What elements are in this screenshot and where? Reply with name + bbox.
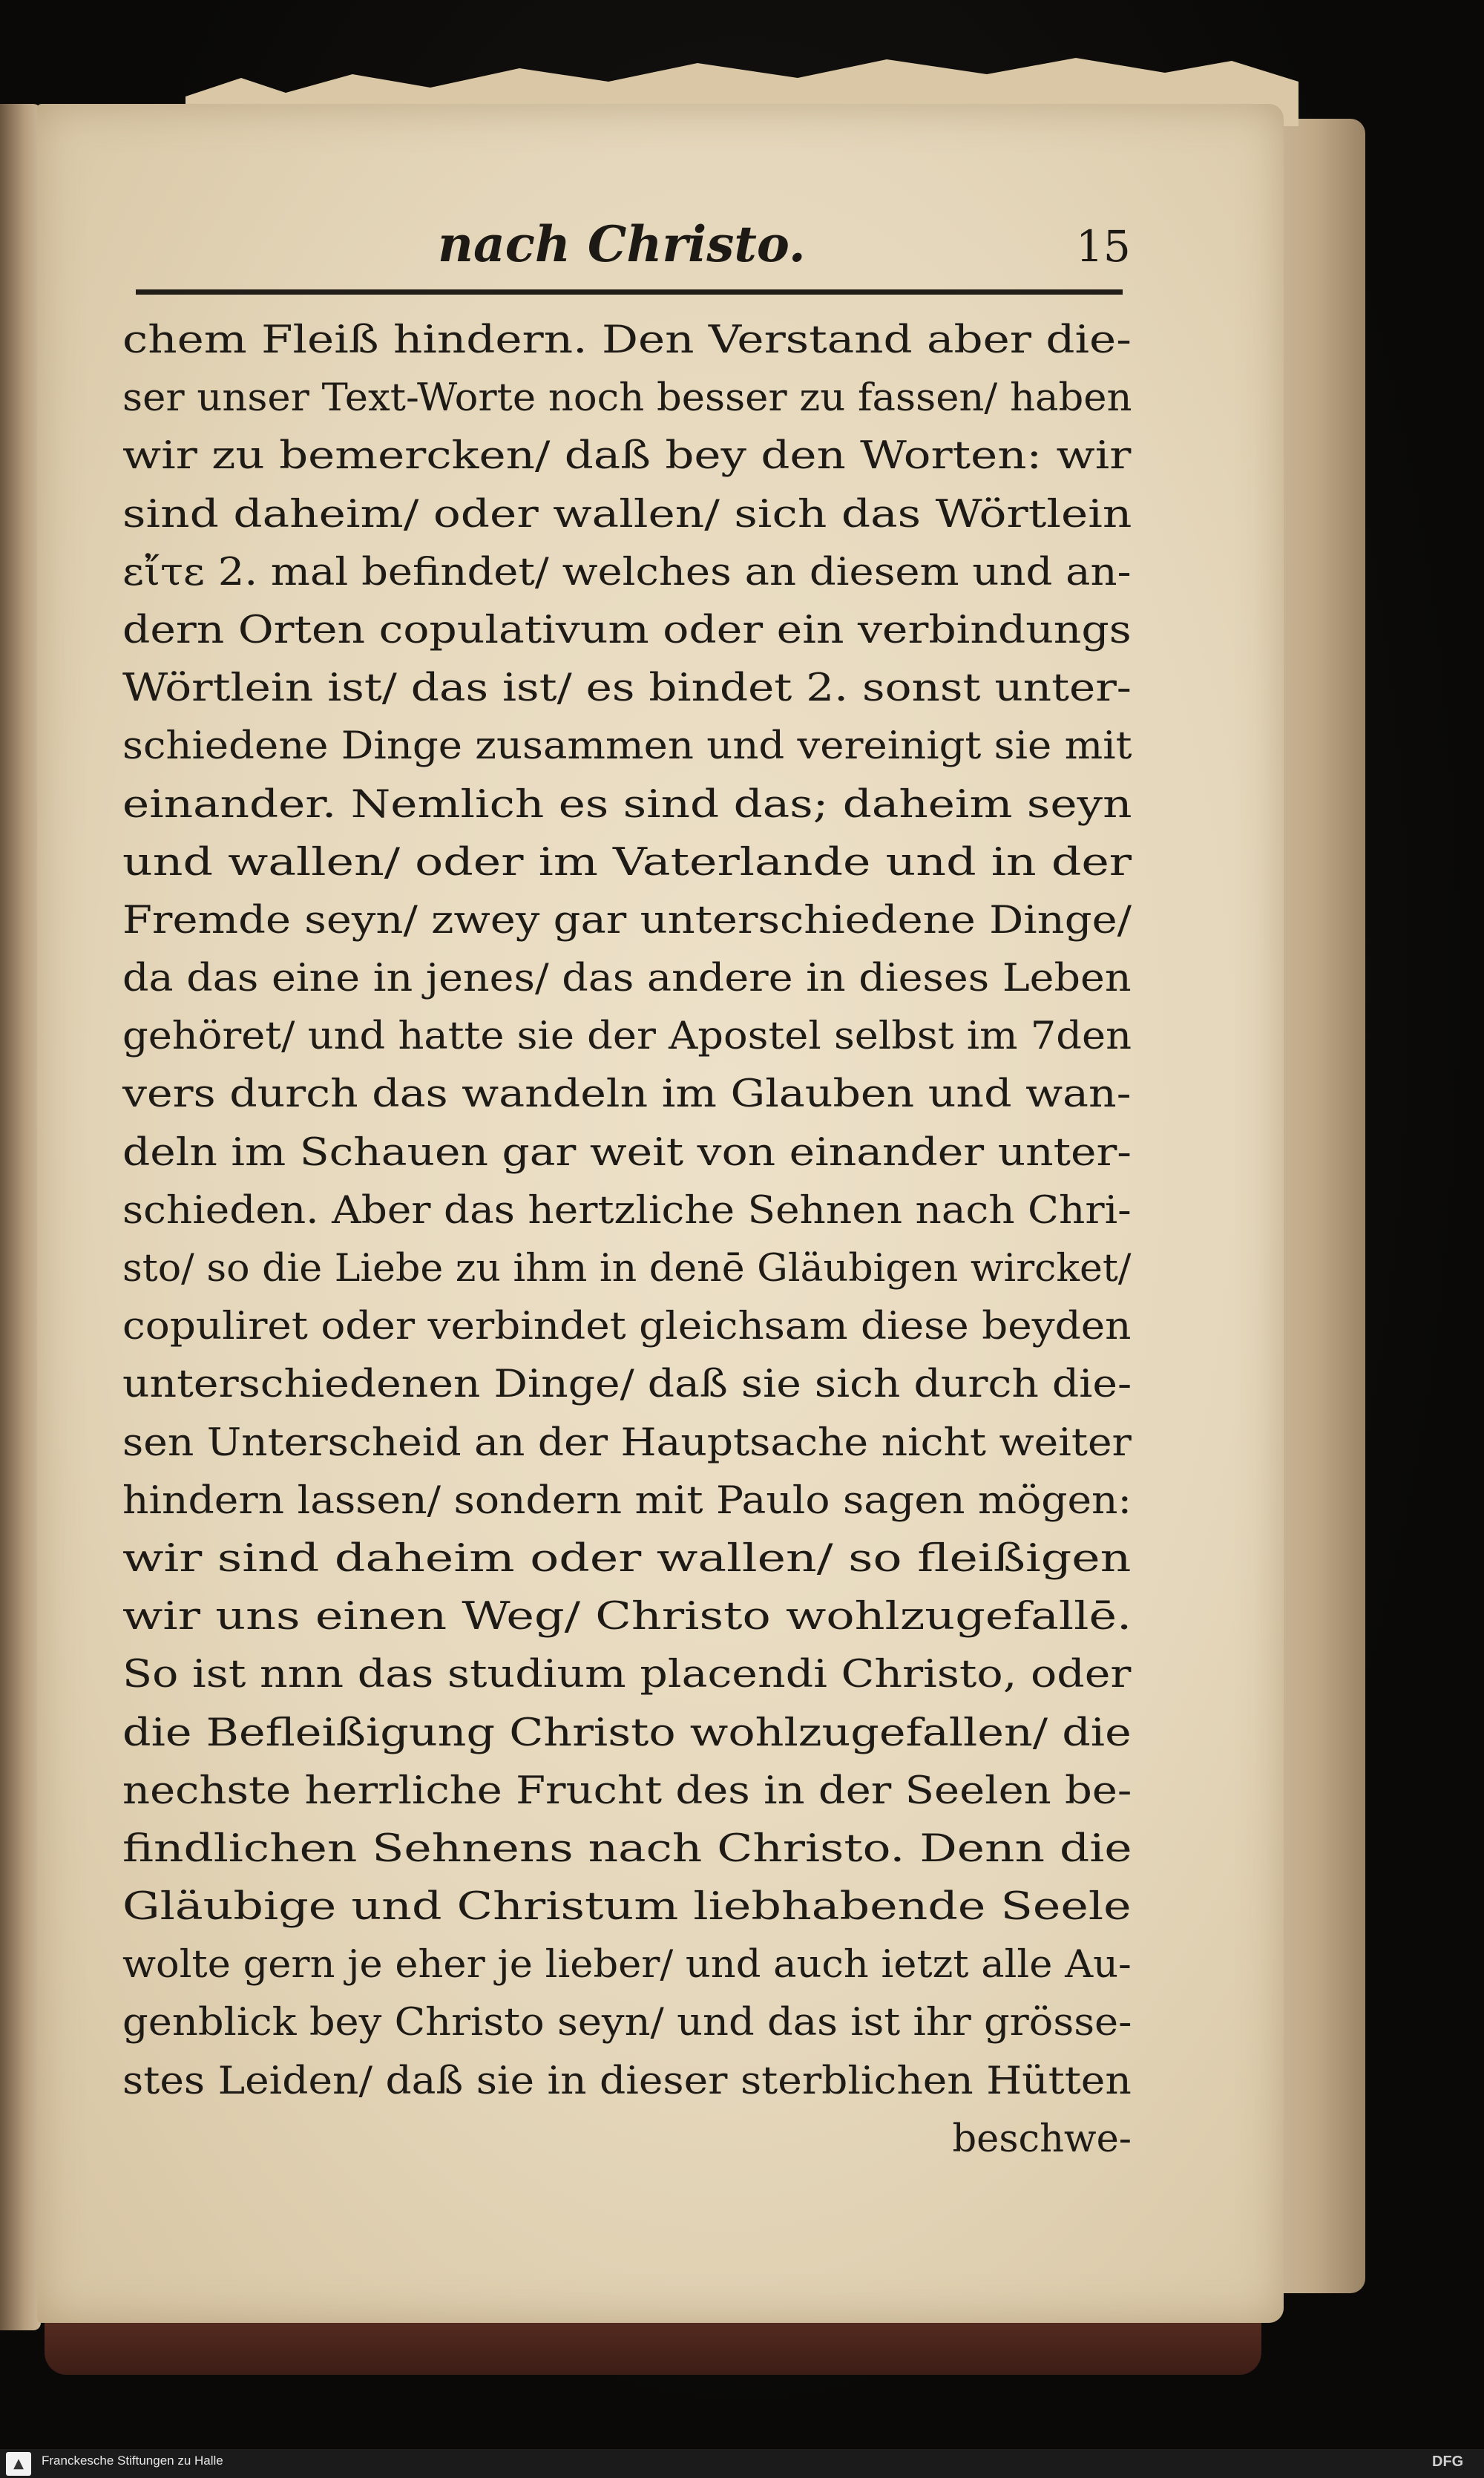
- text-line: gehöret/ und hatte sie der Apostel selbst im 7den: [122, 1015, 1132, 1059]
- text-line: und wallen/ oder im Vaterlande und in der: [122, 840, 1132, 885]
- text-line: copuliret oder verbindet gleichsam diese beyden: [122, 1305, 1132, 1349]
- text-line: sind daheim/ oder wallen/ sich das Wörtlein: [122, 492, 1132, 537]
- text-line: schiedene Dinge zusammen und vereinigt sie mit: [122, 724, 1132, 769]
- text-line: wir zu bemercken/ daß bey den Worten: wir: [122, 434, 1132, 479]
- catchword-line: beschwe-: [952, 2117, 1132, 2161]
- text-line: Gläubige und Christum liebhabende Seele: [122, 1885, 1132, 1930]
- header-rule: [136, 289, 1123, 295]
- institution-logo[interactable]: [6, 2452, 31, 2476]
- text-line: nechste herrliche Frucht des in der Seelen be-: [122, 1769, 1132, 1813]
- text-line: einander. Nemlich es sind das; daheim seyn: [122, 782, 1132, 827]
- text-line: unterschiedenen Dinge/ daß sie sich durch die-: [122, 1363, 1132, 1407]
- text-line: Wörtlein ist/ das ist/ es bindet 2. sonst unter-: [122, 666, 1132, 711]
- text-line: chem Fleiß hindern. Den Verstand aber die-: [122, 318, 1132, 362]
- institution-name[interactable]: Franckesche Stiftungen zu Halle: [42, 2454, 223, 2468]
- text-line: So ist nnn das studium placendi Christo, oder: [122, 1653, 1132, 1697]
- text-line: schieden. Aber das hertzliche Sehnen nach Chri-: [122, 1188, 1132, 1233]
- running-head: nach Christo.: [438, 215, 806, 273]
- text-line: findlichen Sehnens nach Christo. Denn die: [122, 1826, 1132, 1871]
- text-line: wolte gern je eher je lieber/ und auch ietzt alle Au-: [122, 1943, 1132, 1987]
- text-line: hindern lassen/ sondern mit Paulo sagen mögen:: [122, 1478, 1132, 1523]
- text-line: da das eine in jenes/ das andere in dieses Leben: [122, 957, 1132, 1001]
- text-line: sen Unterscheid an der Hauptsache nicht weiter: [122, 1420, 1132, 1465]
- text-line: wir sind daheim oder wallen/ so fleißigen: [122, 1536, 1132, 1581]
- text-line: sto/ so die Liebe zu ihm in denē Gläubigen wircket/: [122, 1247, 1132, 1291]
- text-line: die Befleißigung Christo wohlzugefallen/ die: [122, 1711, 1132, 1755]
- text-line: stes Leiden/ daß sie in dieser sterblichen Hütten: [122, 2059, 1132, 2103]
- funder-badge: DFG: [1432, 2454, 1464, 2470]
- previous-page-edge: [0, 104, 41, 2330]
- page-number: 15: [1076, 221, 1131, 272]
- text-line: Fremde seyn/ zwey gar unterschiedene Dinge/: [122, 898, 1132, 943]
- text-line: deln im Schauen gar weit von einander unter-: [122, 1130, 1132, 1175]
- institution-logo-icon: ▲: [13, 2456, 24, 2471]
- text-line: dern Orten copulativum oder ein verbindungs: [122, 608, 1132, 652]
- text-line: genblick bey Christo seyn/ und das ist ihr grösse-: [122, 2001, 1132, 2045]
- text-line: wir uns einen Weg/ Christo wohlzugefallē.: [122, 1595, 1132, 1639]
- text-line: vers durch das wandeln im Glauben und wan-: [122, 1072, 1132, 1117]
- body-text: [122, 312, 1132, 2169]
- text-line: εἴτε 2. mal befindet/ welches an diesem und an-: [122, 550, 1132, 594]
- text-line: ser unser Text-Worte noch besser zu fassen/ haben: [122, 376, 1132, 421]
